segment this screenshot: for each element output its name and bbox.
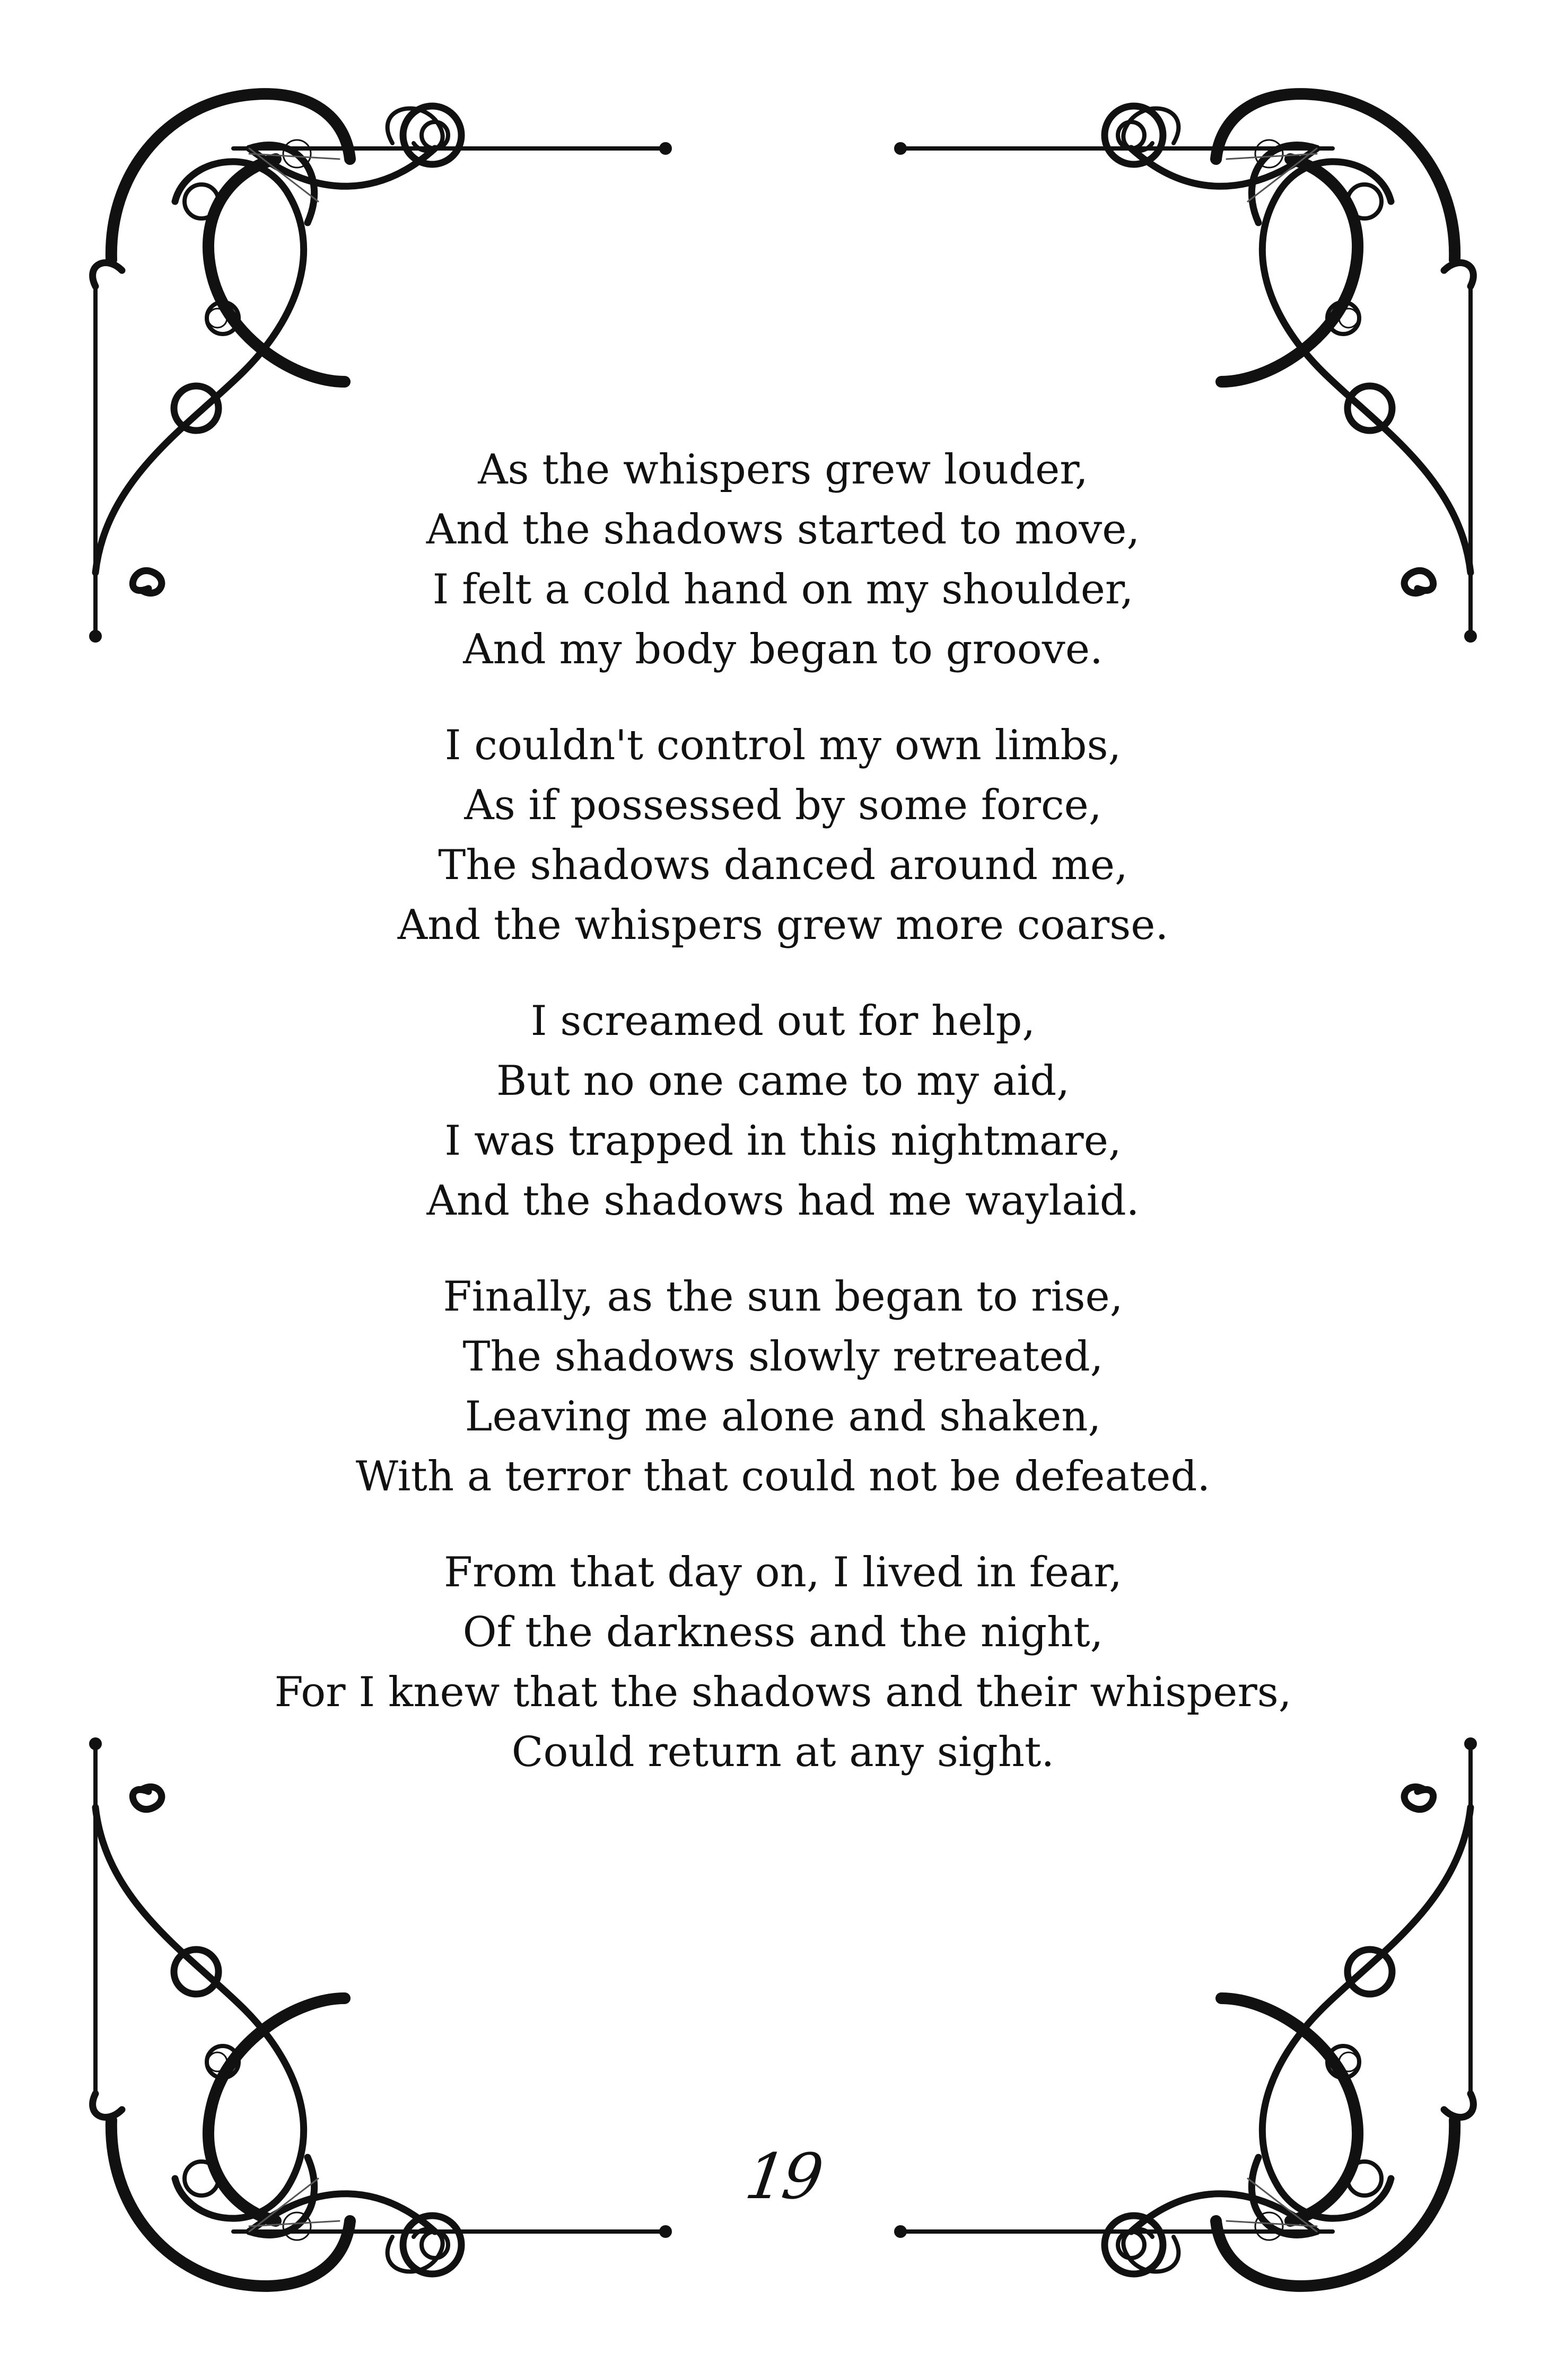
stanza-2 [159, 716, 1407, 955]
poem-line: The shadows slowly retreated, [462, 1333, 1104, 1381]
poem-line: From that day on, I lived in fear, [444, 1549, 1122, 1596]
poem [159, 440, 1407, 1819]
poem-line: And the shadows had me waylaid. [426, 1177, 1140, 1225]
poem-line: Of the darkness and the night, [462, 1609, 1104, 1656]
poem-line: I screamed out for help, [530, 997, 1036, 1045]
stanza-3 [159, 991, 1407, 1231]
poem-line: But no one came to my aid, [496, 1057, 1070, 1105]
poem-line: For I knew that the shadows and their whispers, [274, 1668, 1292, 1716]
poem-line: With a terror that could not be defeated. [355, 1453, 1211, 1500]
poem-line: I was trapped in this nightmare, [444, 1117, 1122, 1165]
poem-line: The shadows danced around me, [438, 841, 1128, 889]
poem-line: And the whispers grew more coarse. [397, 901, 1169, 949]
poem-line: Finally, as the sun began to rise, [443, 1273, 1123, 1321]
stanza-1 [159, 440, 1407, 680]
stanza-5 [159, 1543, 1407, 1782]
page-number: 19 [741, 2140, 825, 2213]
poem-line: And the shadows started to move, [426, 506, 1140, 554]
poem-line: As if possessed by some force, [464, 781, 1102, 829]
poem-line: And my body began to groove. [463, 626, 1103, 673]
poem-line: I felt a cold hand on my shoulder, [432, 566, 1134, 613]
poem-line: Leaving me alone and shaken, [465, 1393, 1101, 1441]
poem-line: Could return at any sight. [511, 1728, 1055, 1776]
poem-line: As the whispers grew louder, [478, 446, 1088, 494]
stanza-4 [159, 1267, 1407, 1507]
poem-line: I couldn't control my own limbs, [444, 722, 1122, 769]
